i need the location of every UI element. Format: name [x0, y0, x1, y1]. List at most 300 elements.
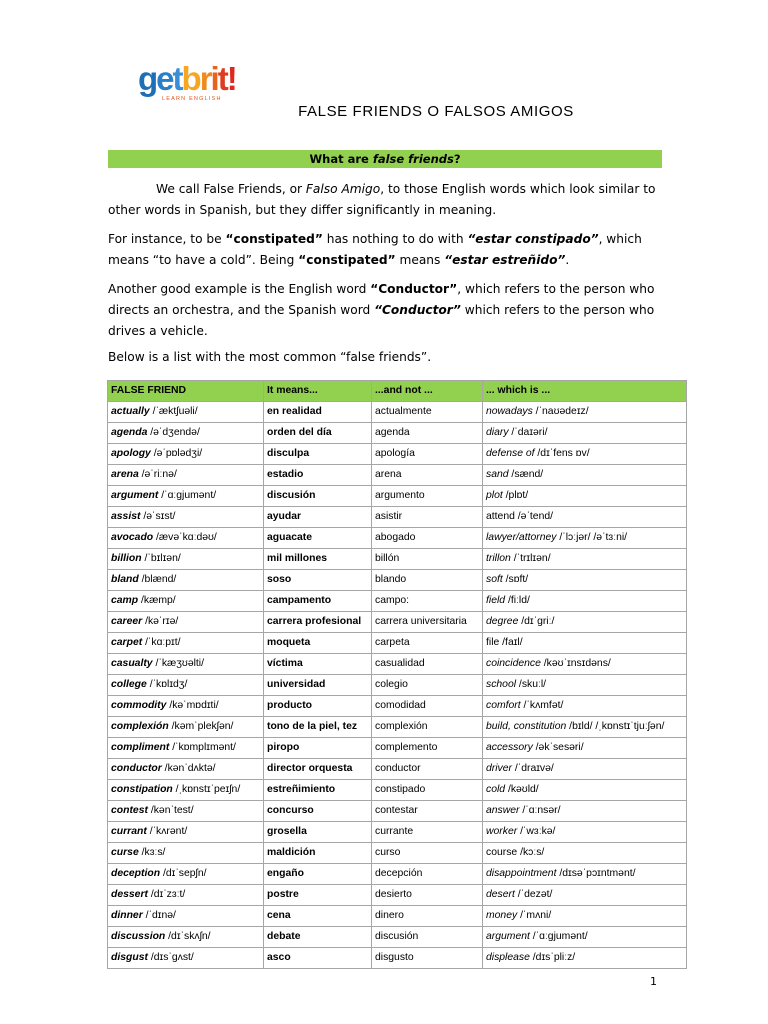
false-friend-word: commodity — [111, 700, 167, 711]
table-cell — [264, 591, 372, 612]
meaning: tono de la piel, tez — [267, 721, 358, 732]
not-meaning: curso — [375, 847, 401, 858]
table-cell — [264, 738, 372, 759]
meaning: concurso — [267, 805, 314, 816]
table-cell — [264, 549, 372, 570]
which-is-word: accessory — [486, 742, 533, 753]
not-meaning: constipado — [375, 784, 426, 795]
false-friend-ipa: /dɪˈsepʃn/ — [160, 868, 207, 879]
which-is-word: school — [486, 679, 517, 690]
table-cell — [372, 885, 483, 906]
meaning: aguacate — [267, 532, 313, 543]
not-meaning: carpeta — [375, 637, 410, 648]
false-friend-word: assist — [111, 511, 141, 522]
which-is-ipa: /sænd/ — [508, 469, 544, 480]
which-is-word: disappointment — [486, 868, 557, 879]
not-meaning: desierto — [375, 889, 412, 900]
table-cell — [108, 528, 264, 549]
table-cell — [483, 444, 687, 465]
table-cell — [264, 423, 372, 444]
false-friend-word: discussion — [111, 931, 166, 942]
table-cell — [108, 591, 264, 612]
table-cell — [372, 402, 483, 423]
section-banner: What are false friends? — [108, 150, 662, 168]
meaning: engaño — [267, 868, 304, 879]
table-cell — [264, 654, 372, 675]
table-cell — [483, 549, 687, 570]
false-friend-word: dessert — [111, 889, 148, 900]
false-friend-word: arena — [111, 469, 139, 480]
false-friend-ipa: /kəˈmɒdɪti/ — [166, 700, 219, 711]
not-meaning: campo: — [375, 595, 410, 606]
table-row — [108, 801, 687, 822]
table-cell — [108, 948, 264, 969]
page-number: 1 — [650, 975, 657, 988]
table-cell — [483, 570, 687, 591]
not-meaning: dinero — [375, 910, 404, 921]
not-meaning: actualmente — [375, 406, 432, 417]
table-cell — [483, 906, 687, 927]
false-friend-ipa: /blænd/ — [138, 574, 177, 585]
not-meaning: decepción — [375, 868, 423, 879]
brand-logo — [138, 60, 238, 104]
which-is-ipa: /ˈɑːgjumənt/ — [529, 931, 588, 942]
table-cell — [483, 822, 687, 843]
table-cell — [264, 444, 372, 465]
false-friend-ipa: /əˈriːnə/ — [138, 469, 177, 480]
false-friend-ipa: /ævəˈkɑːdəʊ/ — [153, 532, 217, 543]
not-meaning: disgusto — [375, 952, 414, 963]
meaning: postre — [267, 889, 299, 900]
not-meaning: complexión — [375, 721, 428, 732]
table-cell — [483, 864, 687, 885]
which-is-word: lawyer/attorney — [486, 532, 557, 543]
which-is-word: comfort — [486, 700, 521, 711]
table-cell — [264, 528, 372, 549]
false-friend-ipa: /dɪˈskʌʃn/ — [165, 931, 211, 942]
table-cell — [372, 486, 483, 507]
not-meaning: blando — [375, 574, 407, 585]
which-is-ipa: /dɪˈfens ɒv/ — [534, 448, 590, 459]
table-cell — [483, 948, 687, 969]
table-row — [108, 591, 687, 612]
table-cell — [483, 486, 687, 507]
table-cell — [372, 906, 483, 927]
list-intro-paragraph: Below is a list with the most common “false friends”. — [108, 350, 432, 364]
table-cell — [108, 801, 264, 822]
table-cell — [483, 402, 687, 423]
not-meaning: carrera universitaria — [375, 616, 467, 627]
false-friend-word: college — [111, 679, 147, 690]
table-cell — [108, 906, 264, 927]
table-cell — [372, 696, 483, 717]
false-friend-word: apology — [111, 448, 151, 459]
header-false-friend: FALSE FRIEND — [108, 381, 264, 402]
which-is-word: money — [486, 910, 518, 921]
false-friend-ipa: /kæmp/ — [138, 595, 176, 606]
table-cell — [372, 612, 483, 633]
which-is-ipa: /ˈdezət/ — [514, 889, 553, 900]
not-meaning: abogado — [375, 532, 416, 543]
table-cell — [372, 528, 483, 549]
table-cell — [372, 444, 483, 465]
meaning: grosella — [267, 826, 307, 837]
table-row — [108, 549, 687, 570]
which-is-word: soft — [486, 574, 503, 585]
which-is-word: coincidence — [486, 658, 541, 669]
table-cell — [108, 885, 264, 906]
false-friend-ipa: /dɪˈzɜːt/ — [147, 889, 186, 900]
table-cell — [108, 549, 264, 570]
table-row — [108, 507, 687, 528]
which-is-word: build, constitution — [486, 721, 567, 732]
table-cell — [483, 885, 687, 906]
false-friend-ipa: /ˈkæʒʊəlti/ — [152, 658, 204, 669]
document-title: FALSE FRIENDS O FALSOS AMIGOS — [298, 103, 574, 120]
table-cell — [264, 570, 372, 591]
which-is-ipa: /kəʊld/ — [505, 784, 539, 795]
table-cell — [108, 696, 264, 717]
table-row — [108, 633, 687, 654]
false-friend-word: bland — [111, 574, 139, 585]
table-row — [108, 465, 687, 486]
false-friend-ipa: /əˈdʒendə/ — [147, 427, 200, 438]
table-cell — [372, 948, 483, 969]
false-friend-ipa: /ˈbɪlɪən/ — [141, 553, 181, 564]
not-meaning: complemento — [375, 742, 438, 753]
which-is-ipa: /ˈɑːnsər/ — [519, 805, 561, 816]
table-row — [108, 948, 687, 969]
false-friend-word: actually — [111, 406, 150, 417]
table-cell — [108, 927, 264, 948]
false-friend-word: contest — [111, 805, 148, 816]
table-cell — [264, 927, 372, 948]
table-row — [108, 696, 687, 717]
which-is-word: worker — [486, 826, 518, 837]
table-row — [108, 864, 687, 885]
table-row — [108, 906, 687, 927]
which-is-ipa: /ˈtrɪlɪən/ — [510, 553, 551, 564]
table-cell — [483, 759, 687, 780]
which-is-word: displease — [486, 952, 530, 963]
header-it-means: It means... — [264, 381, 372, 402]
table-cell — [108, 402, 264, 423]
table-cell — [108, 570, 264, 591]
table-row — [108, 780, 687, 801]
table-row — [108, 402, 687, 423]
table-row — [108, 927, 687, 948]
false-friend-ipa: /əˈpɒlədʒi/ — [150, 448, 203, 459]
not-meaning: agenda — [375, 427, 410, 438]
which-is-word: desert — [486, 889, 515, 900]
which-is-word: plot — [486, 490, 503, 501]
which-is-ipa: /ˈdraɪvə/ — [511, 763, 554, 774]
false-friend-word: compliment — [111, 742, 170, 753]
table-cell — [264, 759, 372, 780]
table-row — [108, 612, 687, 633]
table-cell — [372, 780, 483, 801]
false-friend-ipa: /ˈkɒmplɪmənt/ — [169, 742, 236, 753]
meaning: asco — [267, 952, 291, 963]
meaning: piropo — [267, 742, 300, 753]
table-cell — [372, 717, 483, 738]
which-is-ipa: /kəʊˈɪnsɪdəns/ — [540, 658, 611, 669]
meaning: soso — [267, 574, 292, 585]
which-is-ipa: /ˈnaʊədeɪz/ — [532, 406, 589, 417]
false-friend-ipa: /ˈkɑːpɪt/ — [142, 637, 181, 648]
meaning: producto — [267, 700, 313, 711]
false-friend-ipa: /dɪsˈgʌst/ — [147, 952, 194, 963]
which-is-ipa: /bɪld/ /ˌkɒnstɪˈtjuːʃən/ — [566, 721, 665, 732]
intro-paragraph: We call False Friends, or Falso Amigo, to those English words which look similar to other words in Spanish, but they differ significantly in meaning. — [108, 182, 656, 217]
table-cell — [108, 843, 264, 864]
meaning: víctima — [267, 658, 303, 669]
which-is-word: answer — [486, 805, 520, 816]
table-cell — [108, 717, 264, 738]
meaning: mil millones — [267, 553, 328, 564]
table-cell — [264, 801, 372, 822]
table-cell — [372, 423, 483, 444]
not-meaning: currante — [375, 826, 414, 837]
table-cell — [483, 696, 687, 717]
table-cell — [108, 423, 264, 444]
header-which-is: ... which is ... — [483, 381, 687, 402]
not-meaning: conductor — [375, 763, 421, 774]
false-friend-ipa: /kɜːs/ — [138, 847, 166, 858]
table-cell — [483, 927, 687, 948]
which-is-ipa: attend /əˈtend/ — [486, 511, 554, 522]
table-cell — [483, 633, 687, 654]
svg-text:getbrit!: getbrit! — [138, 60, 236, 97]
example-paragraph-constipated: For instance, to be “constipated” has nothing to do with “estar constipado”, which means “to have a cold”. Being “constipated” means “estar estreñido”. — [108, 232, 642, 267]
not-meaning: contestar — [375, 805, 418, 816]
which-is-word: trillon — [486, 553, 511, 564]
table-row — [108, 675, 687, 696]
false-friend-word: currant — [111, 826, 147, 837]
table-cell — [372, 675, 483, 696]
table-cell — [264, 696, 372, 717]
table-cell — [483, 423, 687, 444]
false-friend-ipa: /ˈkʌrənt/ — [146, 826, 188, 837]
false-friend-ipa: /kənˈtest/ — [147, 805, 194, 816]
which-is-ipa: file /faɪl/ — [486, 637, 523, 648]
table-header-row — [108, 381, 687, 402]
table-cell — [264, 612, 372, 633]
which-is-ipa: /ˈkʌmfət/ — [520, 700, 564, 711]
false-friend-word: agenda — [111, 427, 148, 438]
which-is-word: field — [486, 595, 506, 606]
meaning: disculpa — [267, 448, 310, 459]
table-cell — [483, 654, 687, 675]
not-meaning: asistir — [375, 511, 403, 522]
which-is-ipa: /ˈwɜːkə/ — [517, 826, 556, 837]
table-cell — [372, 507, 483, 528]
which-is-ipa: /dɪˈgriː/ — [518, 616, 555, 627]
table-cell — [483, 843, 687, 864]
svg-text:LEARN ENGLISH: LEARN ENGLISH — [162, 96, 222, 102]
table-cell — [483, 717, 687, 738]
table-cell — [108, 612, 264, 633]
table-row — [108, 486, 687, 507]
table-cell — [372, 654, 483, 675]
which-is-ipa: /ˈdaɪəri/ — [508, 427, 548, 438]
meaning: moqueta — [267, 637, 311, 648]
which-is-ipa: course /kɔːs/ — [486, 847, 545, 858]
false-friend-ipa: /kəˈrɪə/ — [142, 616, 179, 627]
not-meaning: casualidad — [375, 658, 425, 669]
table-cell — [264, 780, 372, 801]
not-meaning: colegio — [375, 679, 408, 690]
false-friend-word: disgust — [111, 952, 148, 963]
table-cell — [264, 717, 372, 738]
table-cell — [372, 738, 483, 759]
table-row — [108, 885, 687, 906]
table-cell — [108, 822, 264, 843]
table-cell — [483, 591, 687, 612]
which-is-ipa: /ˈmʌni/ — [517, 910, 552, 921]
which-is-ipa: /skuːl/ — [516, 679, 547, 690]
false-friend-ipa: /əˈsɪst/ — [140, 511, 176, 522]
which-is-ipa: /plɒt/ — [502, 490, 529, 501]
false-friend-word: avocado — [111, 532, 154, 543]
which-is-word: defense of — [486, 448, 535, 459]
table-cell — [108, 738, 264, 759]
false-friends-table — [107, 380, 687, 969]
table-row — [108, 843, 687, 864]
which-is-ipa: /dɪsˈpliːz/ — [529, 952, 576, 963]
table-cell — [372, 633, 483, 654]
false-friend-word: deception — [111, 868, 161, 879]
table-cell — [264, 948, 372, 969]
not-meaning: discusión — [375, 931, 419, 942]
table-cell — [372, 801, 483, 822]
not-meaning: comodidad — [375, 700, 426, 711]
header-and-not: ...and not ... — [372, 381, 483, 402]
meaning: campamento — [267, 595, 332, 606]
false-friend-word: conductor — [111, 763, 162, 774]
false-friend-word: casualty — [111, 658, 153, 669]
false-friend-ipa: /ˈkɒlɪdʒ/ — [146, 679, 188, 690]
meaning: carrera profesional — [267, 616, 362, 627]
table-cell — [372, 570, 483, 591]
table-cell — [483, 675, 687, 696]
which-is-word: degree — [486, 616, 519, 627]
table-cell — [372, 843, 483, 864]
table-cell — [264, 885, 372, 906]
meaning: maldición — [267, 847, 316, 858]
table-cell — [372, 927, 483, 948]
false-friend-word: argument — [111, 490, 159, 501]
table-cell — [264, 402, 372, 423]
which-is-ipa: /fiːld/ — [505, 595, 530, 606]
table-cell — [264, 864, 372, 885]
table-row — [108, 444, 687, 465]
table-row — [108, 738, 687, 759]
false-friend-ipa: /ˈɑːgjumənt/ — [158, 490, 217, 501]
table-cell — [483, 465, 687, 486]
table-cell — [108, 633, 264, 654]
table-row — [108, 822, 687, 843]
table-row — [108, 759, 687, 780]
table-row — [108, 423, 687, 444]
false-friend-word: billion — [111, 553, 142, 564]
table-cell — [108, 444, 264, 465]
not-meaning: billón — [375, 553, 400, 564]
table-cell — [372, 549, 483, 570]
false-friend-word: career — [111, 616, 143, 627]
table-cell — [372, 759, 483, 780]
table-cell — [108, 507, 264, 528]
false-friend-word: constipation — [111, 784, 173, 795]
table-cell — [264, 843, 372, 864]
table-cell — [483, 801, 687, 822]
which-is-ipa: /sɒft/ — [502, 574, 529, 585]
table-row — [108, 528, 687, 549]
false-friend-word: carpet — [111, 637, 143, 648]
table-cell — [108, 759, 264, 780]
which-is-word: cold — [486, 784, 506, 795]
false-friend-ipa: /kənˈdʌktə/ — [161, 763, 216, 774]
meaning: universidad — [267, 679, 326, 690]
which-is-word: driver — [486, 763, 512, 774]
meaning: estadio — [267, 469, 304, 480]
false-friend-word: curse — [111, 847, 139, 858]
false-friend-ipa: /ˈdɪnə/ — [142, 910, 176, 921]
table-cell — [372, 864, 483, 885]
false-friend-word: dinner — [111, 910, 143, 921]
meaning: debate — [267, 931, 301, 942]
meaning: cena — [267, 910, 291, 921]
table-cell — [108, 675, 264, 696]
false-friend-ipa: /ˈæktʃuəli/ — [149, 406, 198, 417]
table-cell — [483, 780, 687, 801]
which-is-ipa: /dɪsəˈpɔɪntmənt/ — [556, 868, 636, 879]
table-cell — [483, 738, 687, 759]
table-cell — [264, 675, 372, 696]
meaning: director orquesta — [267, 763, 353, 774]
table-row — [108, 570, 687, 591]
which-is-ipa: /əkˈsesəri/ — [532, 742, 584, 753]
which-is-word: argument — [486, 931, 530, 942]
table-cell — [108, 486, 264, 507]
meaning: estreñimiento — [267, 784, 336, 795]
table-cell — [372, 465, 483, 486]
table-row — [108, 717, 687, 738]
table-cell — [264, 486, 372, 507]
which-is-word: sand — [486, 469, 509, 480]
table-row — [108, 654, 687, 675]
table-cell — [264, 633, 372, 654]
example-paragraph-conductor: Another good example is the English word “Conductor”, which refers to the person who directs an orchestra, and the Spanish word “Conductor” which refers to the person who drives a vehicle. — [108, 282, 655, 338]
false-friend-word: complexión — [111, 721, 169, 732]
false-friend-ipa: /kəmˈplekʃən/ — [168, 721, 234, 732]
which-is-ipa: /ˈlɔːjər/ /əˈtɜːni/ — [556, 532, 628, 543]
table-cell — [483, 612, 687, 633]
which-is-word: diary — [486, 427, 509, 438]
false-friend-word: camp — [111, 595, 139, 606]
table-cell — [264, 465, 372, 486]
table-cell — [372, 591, 483, 612]
table-cell — [108, 864, 264, 885]
table-cell — [108, 465, 264, 486]
not-meaning: argumento — [375, 490, 425, 501]
table-cell — [108, 780, 264, 801]
false-friend-ipa: /ˌkɒnstɪˈpeɪʃn/ — [172, 784, 241, 795]
table-cell — [483, 528, 687, 549]
table-cell — [264, 906, 372, 927]
not-meaning: apología — [375, 448, 415, 459]
table-cell — [108, 654, 264, 675]
